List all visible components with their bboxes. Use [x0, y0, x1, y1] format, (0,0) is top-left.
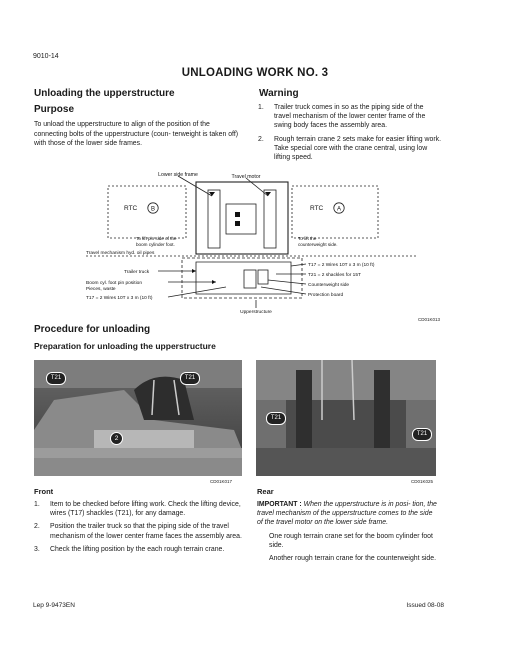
rear-text [257, 500, 437, 567]
preparation-heading: Preparation for unloading the upperstructure [34, 341, 216, 351]
leader-line [261, 287, 306, 294]
warning-heading: Warning [259, 88, 299, 99]
procedure-heading: Procedure for unloading [34, 324, 151, 335]
label-lift-pin-1: To lift pin side of the [136, 236, 177, 241]
leader-line [291, 264, 306, 266]
label-t17-left: T17 = 2 Wires 10T x 3 m (10 ft) [86, 296, 153, 301]
important-text: When the upperstructure is in posi- tion, the travel mechanism of the upperstructure comes to the side of the travel motor on the lower side frame. [257, 501, 437, 527]
label-lower-side-frame: Lower side frame [158, 172, 198, 178]
item-text: Check the lifting position by the each rough terrain crane. [50, 545, 225, 553]
rear-photo [256, 360, 436, 476]
rear-heading: Rear [257, 487, 274, 496]
front-item [34, 545, 244, 554]
diagram-code: CD01K013 [417, 317, 440, 322]
item-number: 2. [34, 523, 40, 531]
leader-line [268, 280, 306, 284]
label-cw-side: Counterweight side [308, 283, 350, 288]
center-mark [235, 212, 240, 217]
purpose-heading: Purpose [34, 104, 75, 115]
leader-line [246, 178, 268, 196]
rear-paragraph: One rough terrain crane set for the boom cylinder foot side. [269, 532, 433, 549]
label-t21: T21 = 2 shackles for 15T [308, 273, 361, 278]
important-label: IMPORTANT : [257, 501, 302, 508]
item-text: Rough terrain crane 2 sets make for easier lifting work. Take special core with the crane central, using low lifting speed. [274, 135, 441, 162]
number-callout: 2 [110, 432, 123, 445]
item-text: Position the trailer truck so that the piping side of the travel mechanism of the lower center frame faces the assembly area. [50, 523, 242, 540]
front-item [34, 522, 244, 540]
rear-paragraph: Another rough terrain crane for the counterweight side. [269, 555, 437, 563]
counterweight-block [244, 270, 256, 288]
label-rtc-a: RTC [310, 205, 324, 212]
crawler-right [264, 190, 276, 248]
footer-left: Lep 9-9473EN [33, 602, 75, 609]
t21-callout: T21 [180, 372, 200, 385]
arrow-icon [192, 269, 196, 273]
leader-line [168, 287, 226, 297]
trailer-outline [182, 258, 302, 298]
label-boom-cyl: Boom cyl. foot pin position [86, 281, 142, 286]
section-heading-unloading: Unloading the upperstructure [34, 88, 175, 99]
rtc-b-zone [108, 186, 186, 238]
item-text: Item to be checked before lifting work. Check the lifting device, wires (T17) shackles (T21), for any damage. [50, 501, 241, 518]
arrow-icon [209, 192, 215, 196]
label-travel-motor: Travel motor [231, 174, 261, 180]
protection-board [258, 270, 268, 284]
leader-line [178, 176, 212, 196]
crawler-left [208, 190, 220, 248]
label-t17-right: T17 = 2 Wires 10T x 3 m (10 ft) [308, 263, 375, 268]
front-heading: Front [34, 487, 54, 496]
t21-callout: T21 [46, 372, 66, 385]
label-rtc-b: RTC [124, 205, 138, 212]
page-number: 9010-14 [33, 53, 59, 60]
item-number: 3. [34, 545, 40, 553]
rtc-a-zone [292, 186, 378, 238]
front-item [34, 500, 244, 518]
label-upperstructure: Upperstructure [240, 310, 272, 315]
label-rtc-b-letter: B [150, 206, 156, 213]
item-number: 1. [34, 501, 40, 508]
label-rtc-a-letter: A [336, 206, 342, 213]
purpose-text: To unload the upperstructure to align of the position of the connecting bolts of the upperstructure (coun- terweight is taken off) with those of the lower side frames. [34, 121, 239, 148]
footer-right: Issued 08-08 [406, 602, 444, 609]
warning-list [258, 103, 442, 166]
important-note [257, 500, 437, 528]
label-lift-cw-1: To lift the [298, 236, 317, 241]
item-number: 2. [258, 135, 264, 143]
unloading-diagram [86, 170, 426, 320]
label-trailer-truck: Trailer truck [124, 270, 150, 275]
label-lift-pin-2: boom cylinder foot. [136, 242, 175, 247]
item-number: 1. [258, 104, 264, 111]
center-body [226, 204, 256, 234]
page-title: UNLOADING WORK NO. 3 [181, 67, 329, 79]
warning-item [258, 103, 442, 131]
label-lift-cw-2: counterweight side. [298, 242, 338, 247]
t21-callout: T21 [412, 428, 432, 441]
warning-item [258, 135, 442, 163]
arrow-icon [212, 280, 216, 284]
photo-code: CD01K025 [411, 479, 434, 484]
label-travel-mech: Travel mechanism hyd. oil pipes [86, 251, 155, 256]
front-list [34, 500, 244, 558]
front-photo [34, 360, 242, 476]
item-text: Trailer truck comes in so as the piping side of the travel mechanism of the lower center frame of the swing body faces the assembly area. [274, 104, 426, 130]
photo-code: CD01K017 [210, 479, 233, 484]
t21-callout: T21 [266, 412, 286, 425]
center-mark [235, 221, 240, 226]
label-pieces-waste: Pieces, waste [86, 287, 116, 292]
label-protection: Protection board [308, 293, 344, 298]
